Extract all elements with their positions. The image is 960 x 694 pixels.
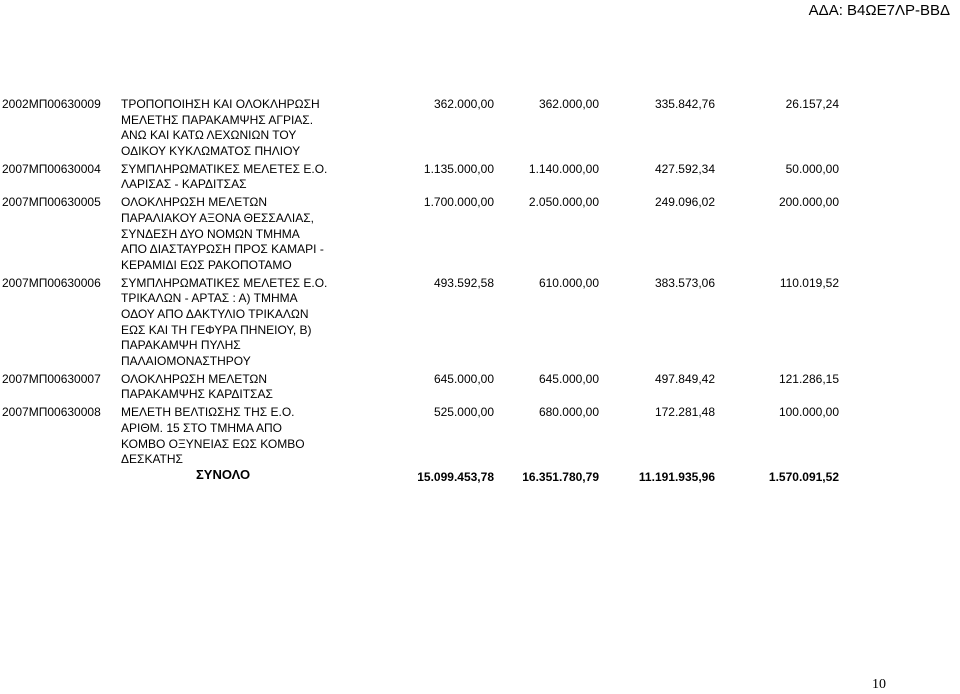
project-description [121, 195, 341, 273]
description-line: ΠΑΡΑΚΑΜΨΗΣ ΚΑΡΔΙΤΣΑΣ [121, 387, 273, 402]
amount-cell: 680.000,00 [538, 405, 599, 420]
description-line: ΣΥΝΔΕΣΗ ΔΥΟ ΝΟΜΩΝ ΤΜΗΜΑ [121, 226, 300, 241]
amount-cell: 2.050.000,00 [528, 195, 599, 210]
amount-cell: 645.000,00 [433, 371, 494, 386]
amount-cell: 335.842,76 [654, 97, 715, 111]
amount-cell: 172.281,48 [654, 405, 715, 420]
amount-cell: 525.000,00 [433, 405, 494, 420]
description-line: ΜΕΛΕΤΗ ΒΕΛΤΙΩΣΗΣ ΤΗΣ Ε.Ο. [121, 405, 295, 420]
project-code: 2007ΜΠ00630008 [2, 405, 101, 420]
amount-cell: 1.140.000,00 [528, 161, 599, 176]
total-amount: 11.191.935,96 [638, 470, 715, 485]
project-code: 2007ΜΠ00630004 [2, 161, 101, 176]
description-line: ΣΥΜΠΛΗΡΩΜΑΤΙΚΕΣ ΜΕΛΕΤΕΣ Ε.Ο. [121, 275, 328, 290]
description-line: ΟΔΟΥ ΑΠΟ ΔΑΚΤΥΛΙΟ ΤΡΙΚΑΛΩΝ [121, 306, 309, 321]
amount-cell: 100.000,00 [778, 405, 839, 420]
amount-cell: 50.000,00 [785, 161, 839, 176]
description-line: ΑΡΙΘΜ. 15 ΣΤΟ ΤΜΗΜΑ ΑΠΟ [121, 420, 283, 435]
description-line: ΠΑΡΑΛΙΑΚΟΥ ΑΞΟΝΑ ΘΕΣΣΑΛΙΑΣ, [121, 210, 314, 225]
table-row [0, 405, 960, 470]
amount-cell: 1.700.000,00 [423, 195, 494, 210]
description-line: ΠΑΡΑΚΑΜΨΗ ΠΥΛΗΣ [121, 338, 241, 353]
amount-cell: 26.157,24 [785, 97, 839, 111]
total-amount: 16.351.780,79 [522, 470, 599, 485]
amount-cell: 383.573,06 [654, 275, 715, 290]
total-amount: 15.099.453,78 [417, 470, 494, 485]
project-description [121, 162, 341, 193]
amount-cell: 1.135.000,00 [423, 161, 494, 176]
table-row [0, 195, 960, 275]
page-number: 10 [872, 677, 886, 692]
document-code: ΑΔΑ: Β4ΩΕ7ΛΡ-ΒΒΔ [808, 2, 950, 19]
description-line: ΣΥΜΠΛΗΡΩΜΑΤΙΚΕΣ ΜΕΛΕΤΕΣ Ε.Ο. [121, 161, 328, 176]
table-row [0, 162, 960, 196]
project-description [121, 276, 341, 370]
description-line: ΤΡΙΚΑΛΩΝ - ΑΡΤΑΣ : Α) ΤΜΗΜΑ [121, 291, 298, 306]
amount-cell: 200.000,00 [778, 195, 839, 210]
project-description [121, 97, 341, 159]
amount-cell: 249.096,02 [654, 195, 715, 210]
description-line: ΟΛΟΚΛΗΡΩΣΗ ΜΕΛΕΤΩΝ [121, 195, 268, 210]
amount-cell: 610.000,00 [538, 275, 599, 290]
amount-cell: 362.000,00 [538, 97, 599, 111]
project-code: 2007ΜΠ00630006 [2, 275, 101, 290]
table-row [0, 372, 960, 406]
description-line: ΕΩΣ ΚΑΙ ΤΗ ΓΕΦΥΡΑ ΠΗΝΕΙΟΥ, Β) [121, 322, 312, 337]
amount-cell: 427.592,34 [654, 161, 715, 176]
project-code: 2007ΜΠ00630007 [2, 371, 101, 386]
description-line: ΟΛΟΚΛΗΡΩΣΗ ΜΕΛΕΤΩΝ [121, 371, 268, 386]
description-line: ΔΕΣΚΑΤΗΣ [121, 452, 183, 467]
project-code: 2002ΜΠ00630009 [2, 97, 101, 111]
total-amount: 1.570.091,52 [768, 470, 839, 485]
project-description [121, 372, 341, 403]
description-line: ΑΠΟ ΔΙΑΣΤΑΥΡΩΣΗ ΠΡΟΣ ΚΑΜΑΡΙ - [121, 242, 324, 257]
description-line: ΟΔΙΚΟΥ ΚΥΚΛΩΜΑΤΟΣ ΠΗΛΙΟΥ [121, 143, 301, 158]
total-label: ΣΥΝΟΛΟ [196, 467, 251, 483]
amount-cell: 497.849,42 [654, 371, 715, 386]
table-row [0, 276, 960, 372]
description-line: ΑΝΩ ΚΑΙ ΚΑΤΩ ΛΕΧΩΝΙΩΝ ΤΟΥ [121, 128, 297, 143]
amount-cell: 121.286,15 [778, 371, 839, 386]
amount-cell: 110.019,52 [779, 275, 839, 290]
description-line: ΠΑΛΑΙΟΜΟΝΑΣΤΗΡΟΥ [121, 353, 251, 368]
amount-cell: 362.000,00 [433, 97, 494, 111]
description-line: ΚΕΡΑΜΙΔΙ ΕΩΣ ΡΑΚΟΠΟΤΑΜΟ [121, 257, 292, 272]
description-line: ΛΑΡΙΣΑΣ - ΚΑΡΔΙΤΣΑΣ [121, 177, 247, 192]
description-line: ΜΕΛΕΤΗΣ ΠΑΡΑΚΑΜΨΗΣ ΑΓΡΙΑΣ. [121, 112, 314, 127]
total-row [0, 467, 960, 488]
description-line: ΤΡΟΠΟΠΟΙΗΣΗ ΚΑΙ ΟΛΟΚΛΗΡΩΣΗ [121, 97, 320, 111]
amount-cell: 493.592,58 [433, 275, 494, 290]
table-row [0, 97, 960, 162]
project-code: 2007ΜΠ00630005 [2, 195, 101, 210]
budget-table [0, 97, 960, 488]
amount-cell: 645.000,00 [538, 371, 599, 386]
project-description [121, 405, 341, 467]
description-line: ΚΟΜΒΟ ΟΞΥΝΕΙΑΣ ΕΩΣ ΚΟΜΒΟ [121, 436, 305, 451]
